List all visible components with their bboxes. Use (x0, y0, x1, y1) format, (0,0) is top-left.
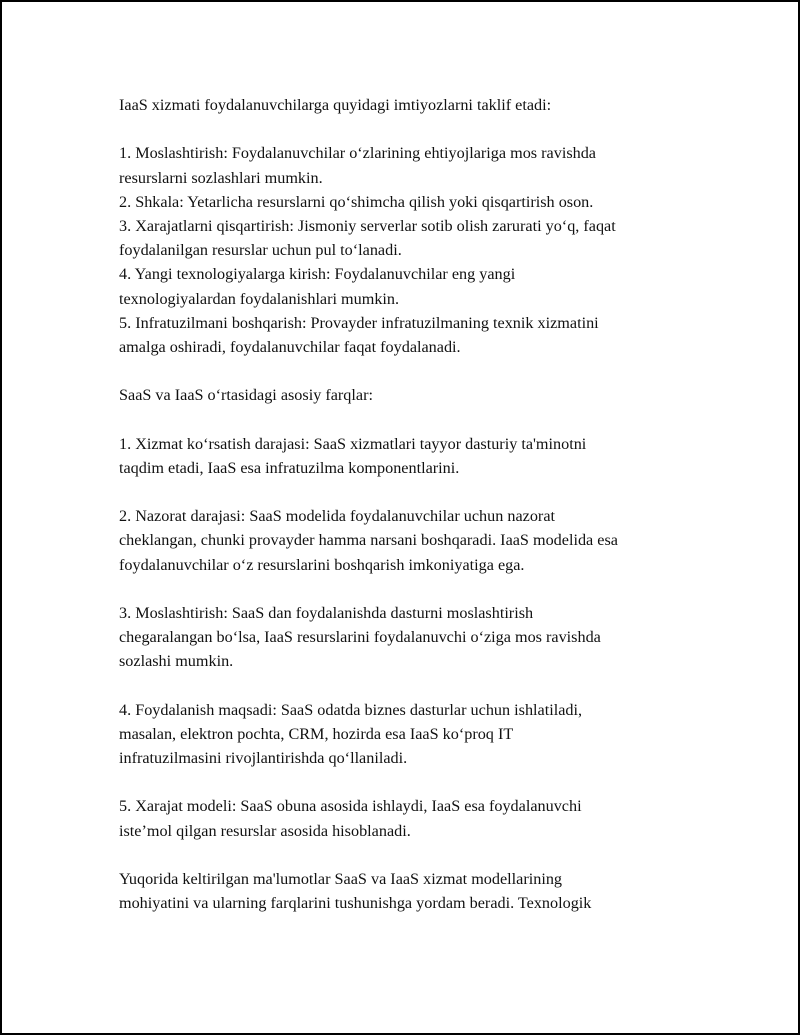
benefits-list (119, 141, 719, 359)
paragraph-gap (119, 407, 719, 431)
text-line: texnologiyalardan foydalanishlari mumkin. (119, 289, 400, 308)
text-line: resurslarni sozlashlari mumkin. (119, 168, 323, 187)
text-line: IaaS xizmati foydalanuvchilarga quyidagi imtiyozlarni taklif etadi: (119, 96, 552, 114)
text-line: foydalanilgan resurslar uchun pul to‘lanadi. (119, 241, 402, 260)
text-line: chegaralangan bo‘lsa, IaaS resurslarini foydalanuvchi o‘ziga mos ravishda (119, 628, 601, 647)
paragraph-gap (119, 117, 719, 141)
text-line: masalan, elektron pochta, CRM, hozirda esa IaaS ko‘proq IT (119, 724, 514, 743)
text-line: 1. Moslashtirish: Foydalanuvchilar o‘zlarining ehtiyojlariga mos ravishda (119, 144, 596, 163)
paragraph-gap (119, 674, 719, 698)
text-line: 2. Nazorat darajasi: SaaS modelida foydalanuvchilar uchun nazorat (119, 507, 555, 526)
text-line: foydalanuvchilar o‘z resurslarini boshqarish imkoniyatiga ega. (119, 555, 525, 574)
text-line: mohiyatini va ularning farqlarini tushunishga yordam beradi. Texnologik (119, 894, 592, 913)
difference-item-4 (119, 698, 719, 771)
difference-item-5 (119, 794, 719, 842)
difference-item-1 (119, 432, 719, 480)
text-line: 4. Foydalanish maqsadi: SaaS odatda biznes dasturlar uchun ishlatiladi, (119, 700, 583, 719)
text-line: infratuzilmasini rivojlantirishda qo‘llaniladi. (119, 749, 408, 768)
text-line: SaaS va IaaS o‘rtasidagi asosiy farqlar: (119, 386, 373, 405)
text-line: 5. Infratuzilmani boshqarish: Provayder infratuzilmaning texnik xizmatini (119, 313, 599, 332)
text-line: sozlashi mumkin. (119, 652, 234, 671)
text-line: Yuqorida keltirilgan ma'lumotlar SaaS va IaaS xizmat modellarining (119, 870, 563, 888)
paragraph-gap (119, 480, 719, 504)
document-body (119, 93, 719, 915)
text-line: cheklangan, chunki provayder hamma narsani boshqaradi. IaaS modelida esa (119, 531, 618, 550)
difference-item-3 (119, 601, 719, 674)
text-line: 5. Xarajat modeli: SaaS obuna asosida ishlaydi, IaaS esa foydalanuvchi (119, 797, 582, 816)
text-line: 2. Shkala: Yetarlicha resurslarni qo‘shimcha qilish yoki qisqartirish oson. (119, 192, 594, 211)
conclusion-paragraph (119, 867, 719, 915)
text-line: amalga oshiradi, foydalanuvchilar faqat foydalanadi. (119, 337, 461, 356)
text-line: 3. Xarajatlarni qisqartirish: Jismoniy serverlar sotib olish zarurati yo‘q, faqat (119, 216, 616, 235)
text-line: 1. Xizmat ko‘rsatish darajasi: SaaS xizmatlari tayyor dasturiy ta'minotni (119, 434, 587, 453)
text-line: 4. Yangi texnologiyalarga kirish: Foydalanuvchilar eng yangi (119, 265, 516, 284)
differences-heading (119, 383, 719, 407)
intro-paragraph (119, 93, 719, 117)
paragraph-gap (119, 843, 719, 867)
text-line: taqdim etadi, IaaS esa infratuzilma komponentlarini. (119, 458, 460, 477)
text-line: iste’mol qilgan resurslar asosida hisoblanadi. (119, 821, 411, 840)
paragraph-gap (119, 577, 719, 601)
difference-item-2 (119, 504, 719, 577)
paragraph-gap (119, 770, 719, 794)
text-line: 3. Moslashtirish: SaaS dan foydalanishda dasturni moslashtirish (119, 603, 534, 622)
paragraph-gap (119, 359, 719, 383)
